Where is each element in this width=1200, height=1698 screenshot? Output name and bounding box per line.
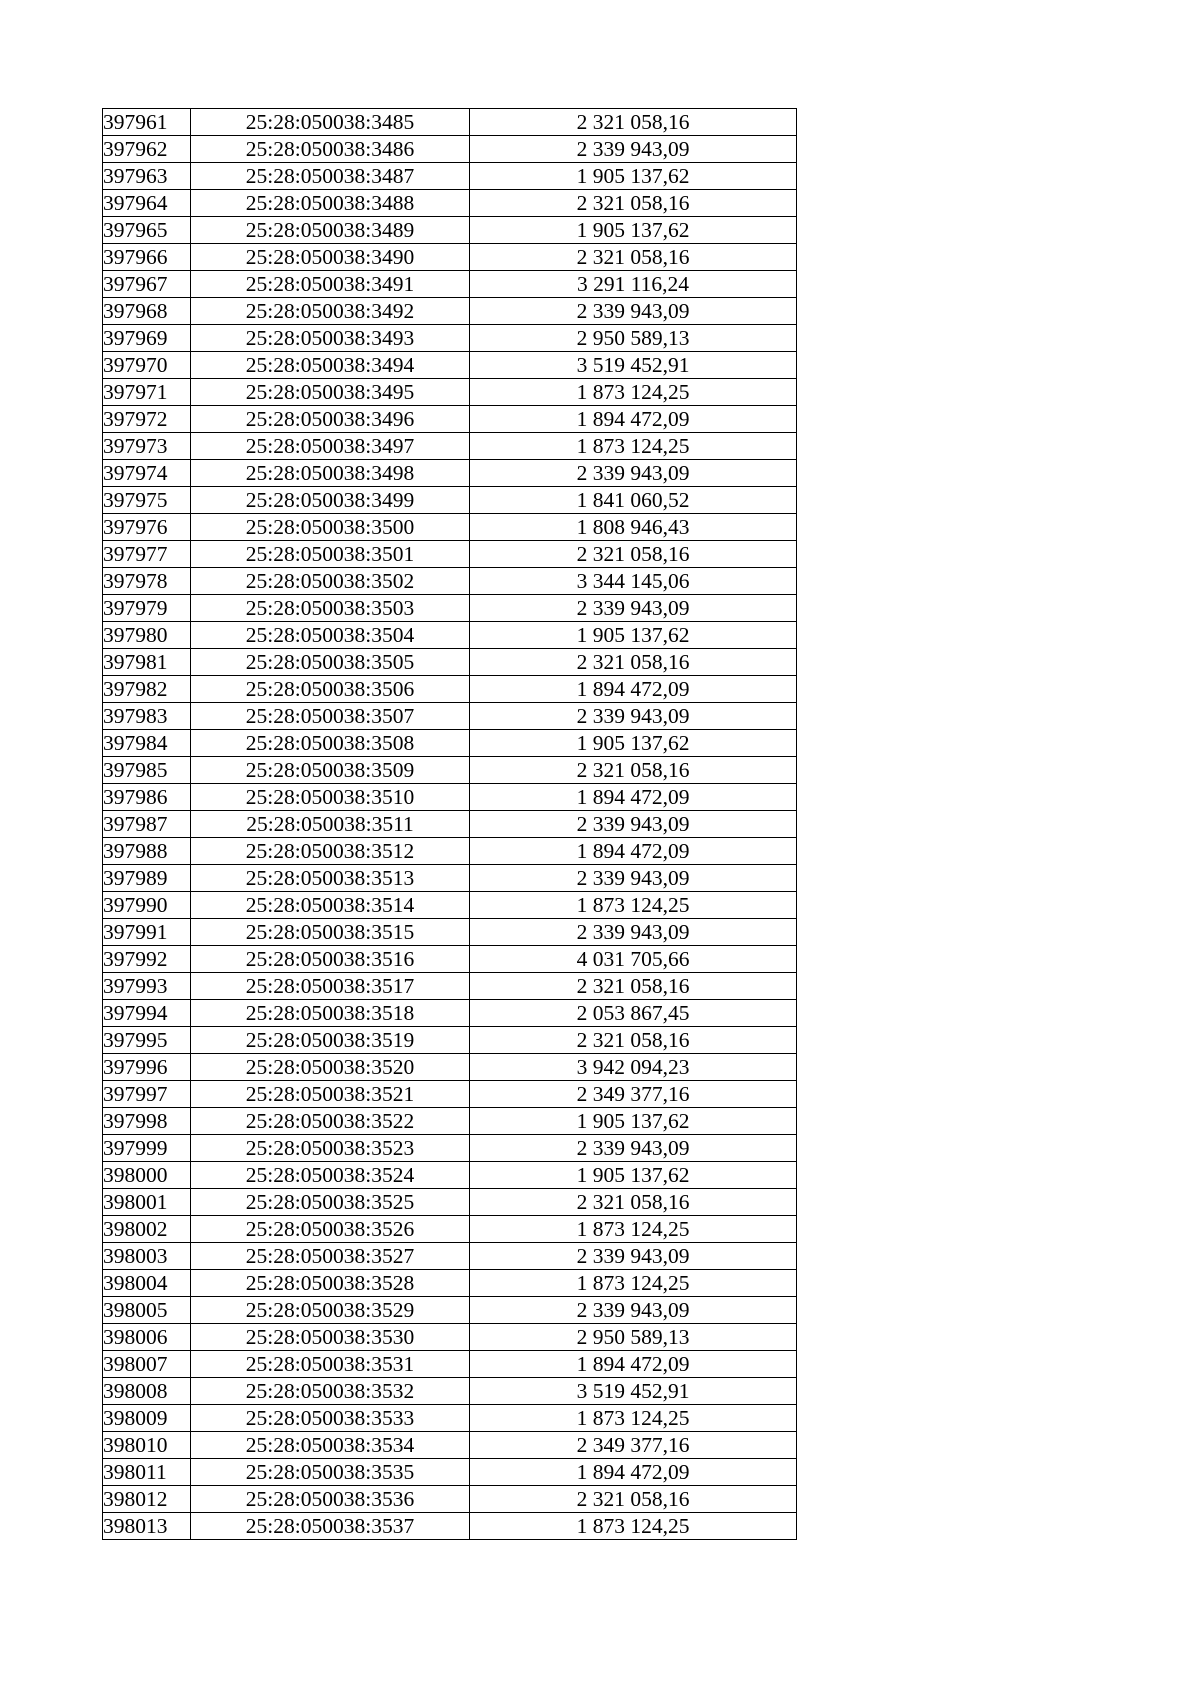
cadastral-number-cell: 25:28:050038:3526: [191, 1216, 470, 1243]
row-number-cell: 398002: [103, 1216, 191, 1243]
row-number-cell: 397975: [103, 487, 191, 514]
table-row: [103, 1243, 797, 1270]
table-row: [103, 730, 797, 757]
cadastral-value-cell: 1 905 137,62: [470, 1108, 797, 1135]
table-row: [103, 676, 797, 703]
cadastral-number-cell: 25:28:050038:3537: [191, 1513, 470, 1540]
table-body: [103, 109, 797, 1540]
row-number-cell: 397963: [103, 163, 191, 190]
cadastral-value-cell: 3 344 145,06: [470, 568, 797, 595]
cadastral-number-cell: 25:28:050038:3532: [191, 1378, 470, 1405]
table-row: [103, 1081, 797, 1108]
cadastral-number-cell: 25:28:050038:3510: [191, 784, 470, 811]
cadastral-number-cell: 25:28:050038:3491: [191, 271, 470, 298]
cadastral-number-cell: 25:28:050038:3486: [191, 136, 470, 163]
cadastral-number-cell: 25:28:050038:3496: [191, 406, 470, 433]
table-row: [103, 703, 797, 730]
table-row: [103, 460, 797, 487]
cadastral-value-cell: 3 519 452,91: [470, 1378, 797, 1405]
row-number-cell: 397996: [103, 1054, 191, 1081]
cadastral-value-cell: 2 339 943,09: [470, 1297, 797, 1324]
table-row: [103, 757, 797, 784]
row-number-cell: 397993: [103, 973, 191, 1000]
row-number-cell: 397966: [103, 244, 191, 271]
row-number-cell: 398005: [103, 1297, 191, 1324]
cadastral-value-cell: 2 339 943,09: [470, 919, 797, 946]
table-row: [103, 487, 797, 514]
cadastral-value-cell: 2 950 589,13: [470, 1324, 797, 1351]
row-number-cell: 397970: [103, 352, 191, 379]
cadastral-number-cell: 25:28:050038:3529: [191, 1297, 470, 1324]
cadastral-value-cell: 1 894 472,09: [470, 406, 797, 433]
cadastral-value-cell: 2 339 943,09: [470, 865, 797, 892]
cadastral-number-cell: 25:28:050038:3525: [191, 1189, 470, 1216]
cadastral-value-cell: 2 339 943,09: [470, 811, 797, 838]
cadastral-number-cell: 25:28:050038:3499: [191, 487, 470, 514]
row-number-cell: 397995: [103, 1027, 191, 1054]
cadastral-value-cell: 1 873 124,25: [470, 1216, 797, 1243]
cadastral-number-cell: 25:28:050038:3506: [191, 676, 470, 703]
cadastral-value-cell: 2 321 058,16: [470, 1027, 797, 1054]
cadastral-value-cell: 1 894 472,09: [470, 676, 797, 703]
cadastral-number-cell: 25:28:050038:3494: [191, 352, 470, 379]
table-row: [103, 433, 797, 460]
row-number-cell: 398000: [103, 1162, 191, 1189]
cadastral-value-cell: 1 808 946,43: [470, 514, 797, 541]
table-row: [103, 811, 797, 838]
row-number-cell: 397985: [103, 757, 191, 784]
cadastral-number-cell: 25:28:050038:3487: [191, 163, 470, 190]
cadastral-number-cell: 25:28:050038:3524: [191, 1162, 470, 1189]
cadastral-number-cell: 25:28:050038:3530: [191, 1324, 470, 1351]
table-row: [103, 244, 797, 271]
cadastral-number-cell: 25:28:050038:3508: [191, 730, 470, 757]
table-row: [103, 865, 797, 892]
cadastral-number-cell: 25:28:050038:3514: [191, 892, 470, 919]
row-number-cell: 398006: [103, 1324, 191, 1351]
cadastral-number-cell: 25:28:050038:3518: [191, 1000, 470, 1027]
row-number-cell: 397974: [103, 460, 191, 487]
table-row: [103, 1135, 797, 1162]
table-row: [103, 1297, 797, 1324]
row-number-cell: 397979: [103, 595, 191, 622]
cadastral-value-cell: 1 841 060,52: [470, 487, 797, 514]
cadastral-number-cell: 25:28:050038:3489: [191, 217, 470, 244]
table-row: [103, 1162, 797, 1189]
cadastral-value-cell: 2 321 058,16: [470, 973, 797, 1000]
row-number-cell: 397982: [103, 676, 191, 703]
cadastral-number-cell: 25:28:050038:3509: [191, 757, 470, 784]
table-row: [103, 1270, 797, 1297]
cadastral-value-cell: 1 873 124,25: [470, 1513, 797, 1540]
cadastral-value-cell: 2 321 058,16: [470, 109, 797, 136]
cadastral-value-cell: 1 873 124,25: [470, 1270, 797, 1297]
cadastral-value-cell: 2 321 058,16: [470, 1486, 797, 1513]
cadastral-value-cell: 3 519 452,91: [470, 352, 797, 379]
table-row: [103, 838, 797, 865]
cadastral-value-cell: 1 905 137,62: [470, 1162, 797, 1189]
cadastral-number-cell: 25:28:050038:3497: [191, 433, 470, 460]
row-number-cell: 397986: [103, 784, 191, 811]
row-number-cell: 398012: [103, 1486, 191, 1513]
table-row: [103, 919, 797, 946]
row-number-cell: 397972: [103, 406, 191, 433]
table-row: [103, 1432, 797, 1459]
cadastral-value-table: [102, 108, 797, 1540]
cadastral-value-cell: 2 349 377,16: [470, 1081, 797, 1108]
table-row: [103, 217, 797, 244]
cadastral-value-cell: 2 321 058,16: [470, 244, 797, 271]
table-row: [103, 784, 797, 811]
cadastral-value-cell: 2 950 589,13: [470, 325, 797, 352]
table-row: [103, 325, 797, 352]
cadastral-value-cell: 3 291 116,24: [470, 271, 797, 298]
cadastral-value-cell: 1 894 472,09: [470, 838, 797, 865]
table-row: [103, 622, 797, 649]
cadastral-value-cell: 2 053 867,45: [470, 1000, 797, 1027]
table-row: [103, 1000, 797, 1027]
cadastral-value-cell: 2 339 943,09: [470, 136, 797, 163]
table-row: [103, 1459, 797, 1486]
row-number-cell: 397973: [103, 433, 191, 460]
cadastral-value-cell: 1 905 137,62: [470, 217, 797, 244]
row-number-cell: 397978: [103, 568, 191, 595]
row-number-cell: 397977: [103, 541, 191, 568]
cadastral-number-cell: 25:28:050038:3533: [191, 1405, 470, 1432]
table-row: [103, 352, 797, 379]
cadastral-number-cell: 25:28:050038:3511: [191, 811, 470, 838]
cadastral-value-cell: 1 905 137,62: [470, 622, 797, 649]
cadastral-number-cell: 25:28:050038:3512: [191, 838, 470, 865]
row-number-cell: 397987: [103, 811, 191, 838]
cadastral-value-cell: 1 905 137,62: [470, 163, 797, 190]
cadastral-number-cell: 25:28:050038:3495: [191, 379, 470, 406]
row-number-cell: 397971: [103, 379, 191, 406]
cadastral-number-cell: 25:28:050038:3522: [191, 1108, 470, 1135]
cadastral-value-cell: 1 894 472,09: [470, 1351, 797, 1378]
cadastral-value-cell: 1 905 137,62: [470, 730, 797, 757]
table-row: [103, 271, 797, 298]
cadastral-number-cell: 25:28:050038:3528: [191, 1270, 470, 1297]
table-row: [103, 1108, 797, 1135]
table-row: [103, 379, 797, 406]
row-number-cell: 397998: [103, 1108, 191, 1135]
row-number-cell: 398010: [103, 1432, 191, 1459]
cadastral-number-cell: 25:28:050038:3516: [191, 946, 470, 973]
cadastral-value-cell: 1 873 124,25: [470, 892, 797, 919]
table-row: [103, 190, 797, 217]
row-number-cell: 397991: [103, 919, 191, 946]
row-number-cell: 397976: [103, 514, 191, 541]
table-row: [103, 109, 797, 136]
cadastral-value-cell: 2 339 943,09: [470, 1135, 797, 1162]
table-row: [103, 406, 797, 433]
cadastral-value-cell: 1 873 124,25: [470, 433, 797, 460]
cadastral-value-cell: 2 339 943,09: [470, 1243, 797, 1270]
table-row: [103, 1378, 797, 1405]
row-number-cell: 397969: [103, 325, 191, 352]
cadastral-value-cell: 2 321 058,16: [470, 649, 797, 676]
cadastral-number-cell: 25:28:050038:3523: [191, 1135, 470, 1162]
cadastral-number-cell: 25:28:050038:3513: [191, 865, 470, 892]
cadastral-value-cell: 2 339 943,09: [470, 460, 797, 487]
table-row: [103, 1027, 797, 1054]
row-number-cell: 397992: [103, 946, 191, 973]
cadastral-number-cell: 25:28:050038:3507: [191, 703, 470, 730]
cadastral-number-cell: 25:28:050038:3504: [191, 622, 470, 649]
row-number-cell: 397999: [103, 1135, 191, 1162]
cadastral-number-cell: 25:28:050038:3527: [191, 1243, 470, 1270]
table-row: [103, 649, 797, 676]
cadastral-value-cell: 2 339 943,09: [470, 595, 797, 622]
row-number-cell: 398007: [103, 1351, 191, 1378]
table-row: [103, 1405, 797, 1432]
table-row: [103, 1513, 797, 1540]
cadastral-number-cell: 25:28:050038:3531: [191, 1351, 470, 1378]
row-number-cell: 398003: [103, 1243, 191, 1270]
cadastral-number-cell: 25:28:050038:3534: [191, 1432, 470, 1459]
table-row: [103, 541, 797, 568]
cadastral-number-cell: 25:28:050038:3488: [191, 190, 470, 217]
row-number-cell: 397994: [103, 1000, 191, 1027]
table-row: [103, 163, 797, 190]
row-number-cell: 398008: [103, 1378, 191, 1405]
cadastral-value-cell: 2 321 058,16: [470, 1189, 797, 1216]
table-row: [103, 973, 797, 1000]
row-number-cell: 397964: [103, 190, 191, 217]
table-row: [103, 514, 797, 541]
row-number-cell: 397997: [103, 1081, 191, 1108]
cadastral-value-cell: 4 031 705,66: [470, 946, 797, 973]
row-number-cell: 397989: [103, 865, 191, 892]
table-row: [103, 946, 797, 973]
cadastral-number-cell: 25:28:050038:3520: [191, 1054, 470, 1081]
row-number-cell: 397990: [103, 892, 191, 919]
row-number-cell: 397983: [103, 703, 191, 730]
row-number-cell: 398001: [103, 1189, 191, 1216]
table-row: [103, 1216, 797, 1243]
row-number-cell: 397988: [103, 838, 191, 865]
cadastral-number-cell: 25:28:050038:3505: [191, 649, 470, 676]
table-row: [103, 298, 797, 325]
cadastral-value-cell: 2 339 943,09: [470, 298, 797, 325]
row-number-cell: 397967: [103, 271, 191, 298]
cadastral-value-cell: 2 321 058,16: [470, 541, 797, 568]
cadastral-number-cell: 25:28:050038:3498: [191, 460, 470, 487]
table-row: [103, 136, 797, 163]
row-number-cell: 398004: [103, 1270, 191, 1297]
cadastral-value-cell: 2 321 058,16: [470, 757, 797, 784]
row-number-cell: 397965: [103, 217, 191, 244]
table-row: [103, 892, 797, 919]
cadastral-number-cell: 25:28:050038:3535: [191, 1459, 470, 1486]
cadastral-value-cell: 3 942 094,23: [470, 1054, 797, 1081]
row-number-cell: 397961: [103, 109, 191, 136]
table-row: [103, 1324, 797, 1351]
cadastral-value-cell: 1 873 124,25: [470, 1405, 797, 1432]
cadastral-number-cell: 25:28:050038:3517: [191, 973, 470, 1000]
cadastral-value-cell: 1 894 472,09: [470, 1459, 797, 1486]
table-row: [103, 568, 797, 595]
row-number-cell: 398011: [103, 1459, 191, 1486]
cadastral-number-cell: 25:28:050038:3490: [191, 244, 470, 271]
cadastral-number-cell: 25:28:050038:3485: [191, 109, 470, 136]
row-number-cell: 397962: [103, 136, 191, 163]
table-row: [103, 1351, 797, 1378]
cadastral-number-cell: 25:28:050038:3536: [191, 1486, 470, 1513]
cadastral-number-cell: 25:28:050038:3502: [191, 568, 470, 595]
cadastral-value-cell: 2 321 058,16: [470, 190, 797, 217]
row-number-cell: 397981: [103, 649, 191, 676]
cadastral-value-cell: 1 894 472,09: [470, 784, 797, 811]
cadastral-number-cell: 25:28:050038:3493: [191, 325, 470, 352]
row-number-cell: 398013: [103, 1513, 191, 1540]
cadastral-number-cell: 25:28:050038:3521: [191, 1081, 470, 1108]
cadastral-number-cell: 25:28:050038:3501: [191, 541, 470, 568]
row-number-cell: 398009: [103, 1405, 191, 1432]
row-number-cell: 397980: [103, 622, 191, 649]
cadastral-value-cell: 2 339 943,09: [470, 703, 797, 730]
cadastral-number-cell: 25:28:050038:3503: [191, 595, 470, 622]
cadastral-number-cell: 25:28:050038:3519: [191, 1027, 470, 1054]
row-number-cell: 397984: [103, 730, 191, 757]
cadastral-value-cell: 1 873 124,25: [470, 379, 797, 406]
cadastral-number-cell: 25:28:050038:3492: [191, 298, 470, 325]
cadastral-number-cell: 25:28:050038:3515: [191, 919, 470, 946]
table-row: [103, 595, 797, 622]
table-row: [103, 1486, 797, 1513]
cadastral-number-cell: 25:28:050038:3500: [191, 514, 470, 541]
table-row: [103, 1054, 797, 1081]
cadastral-value-cell: 2 349 377,16: [470, 1432, 797, 1459]
row-number-cell: 397968: [103, 298, 191, 325]
table-row: [103, 1189, 797, 1216]
